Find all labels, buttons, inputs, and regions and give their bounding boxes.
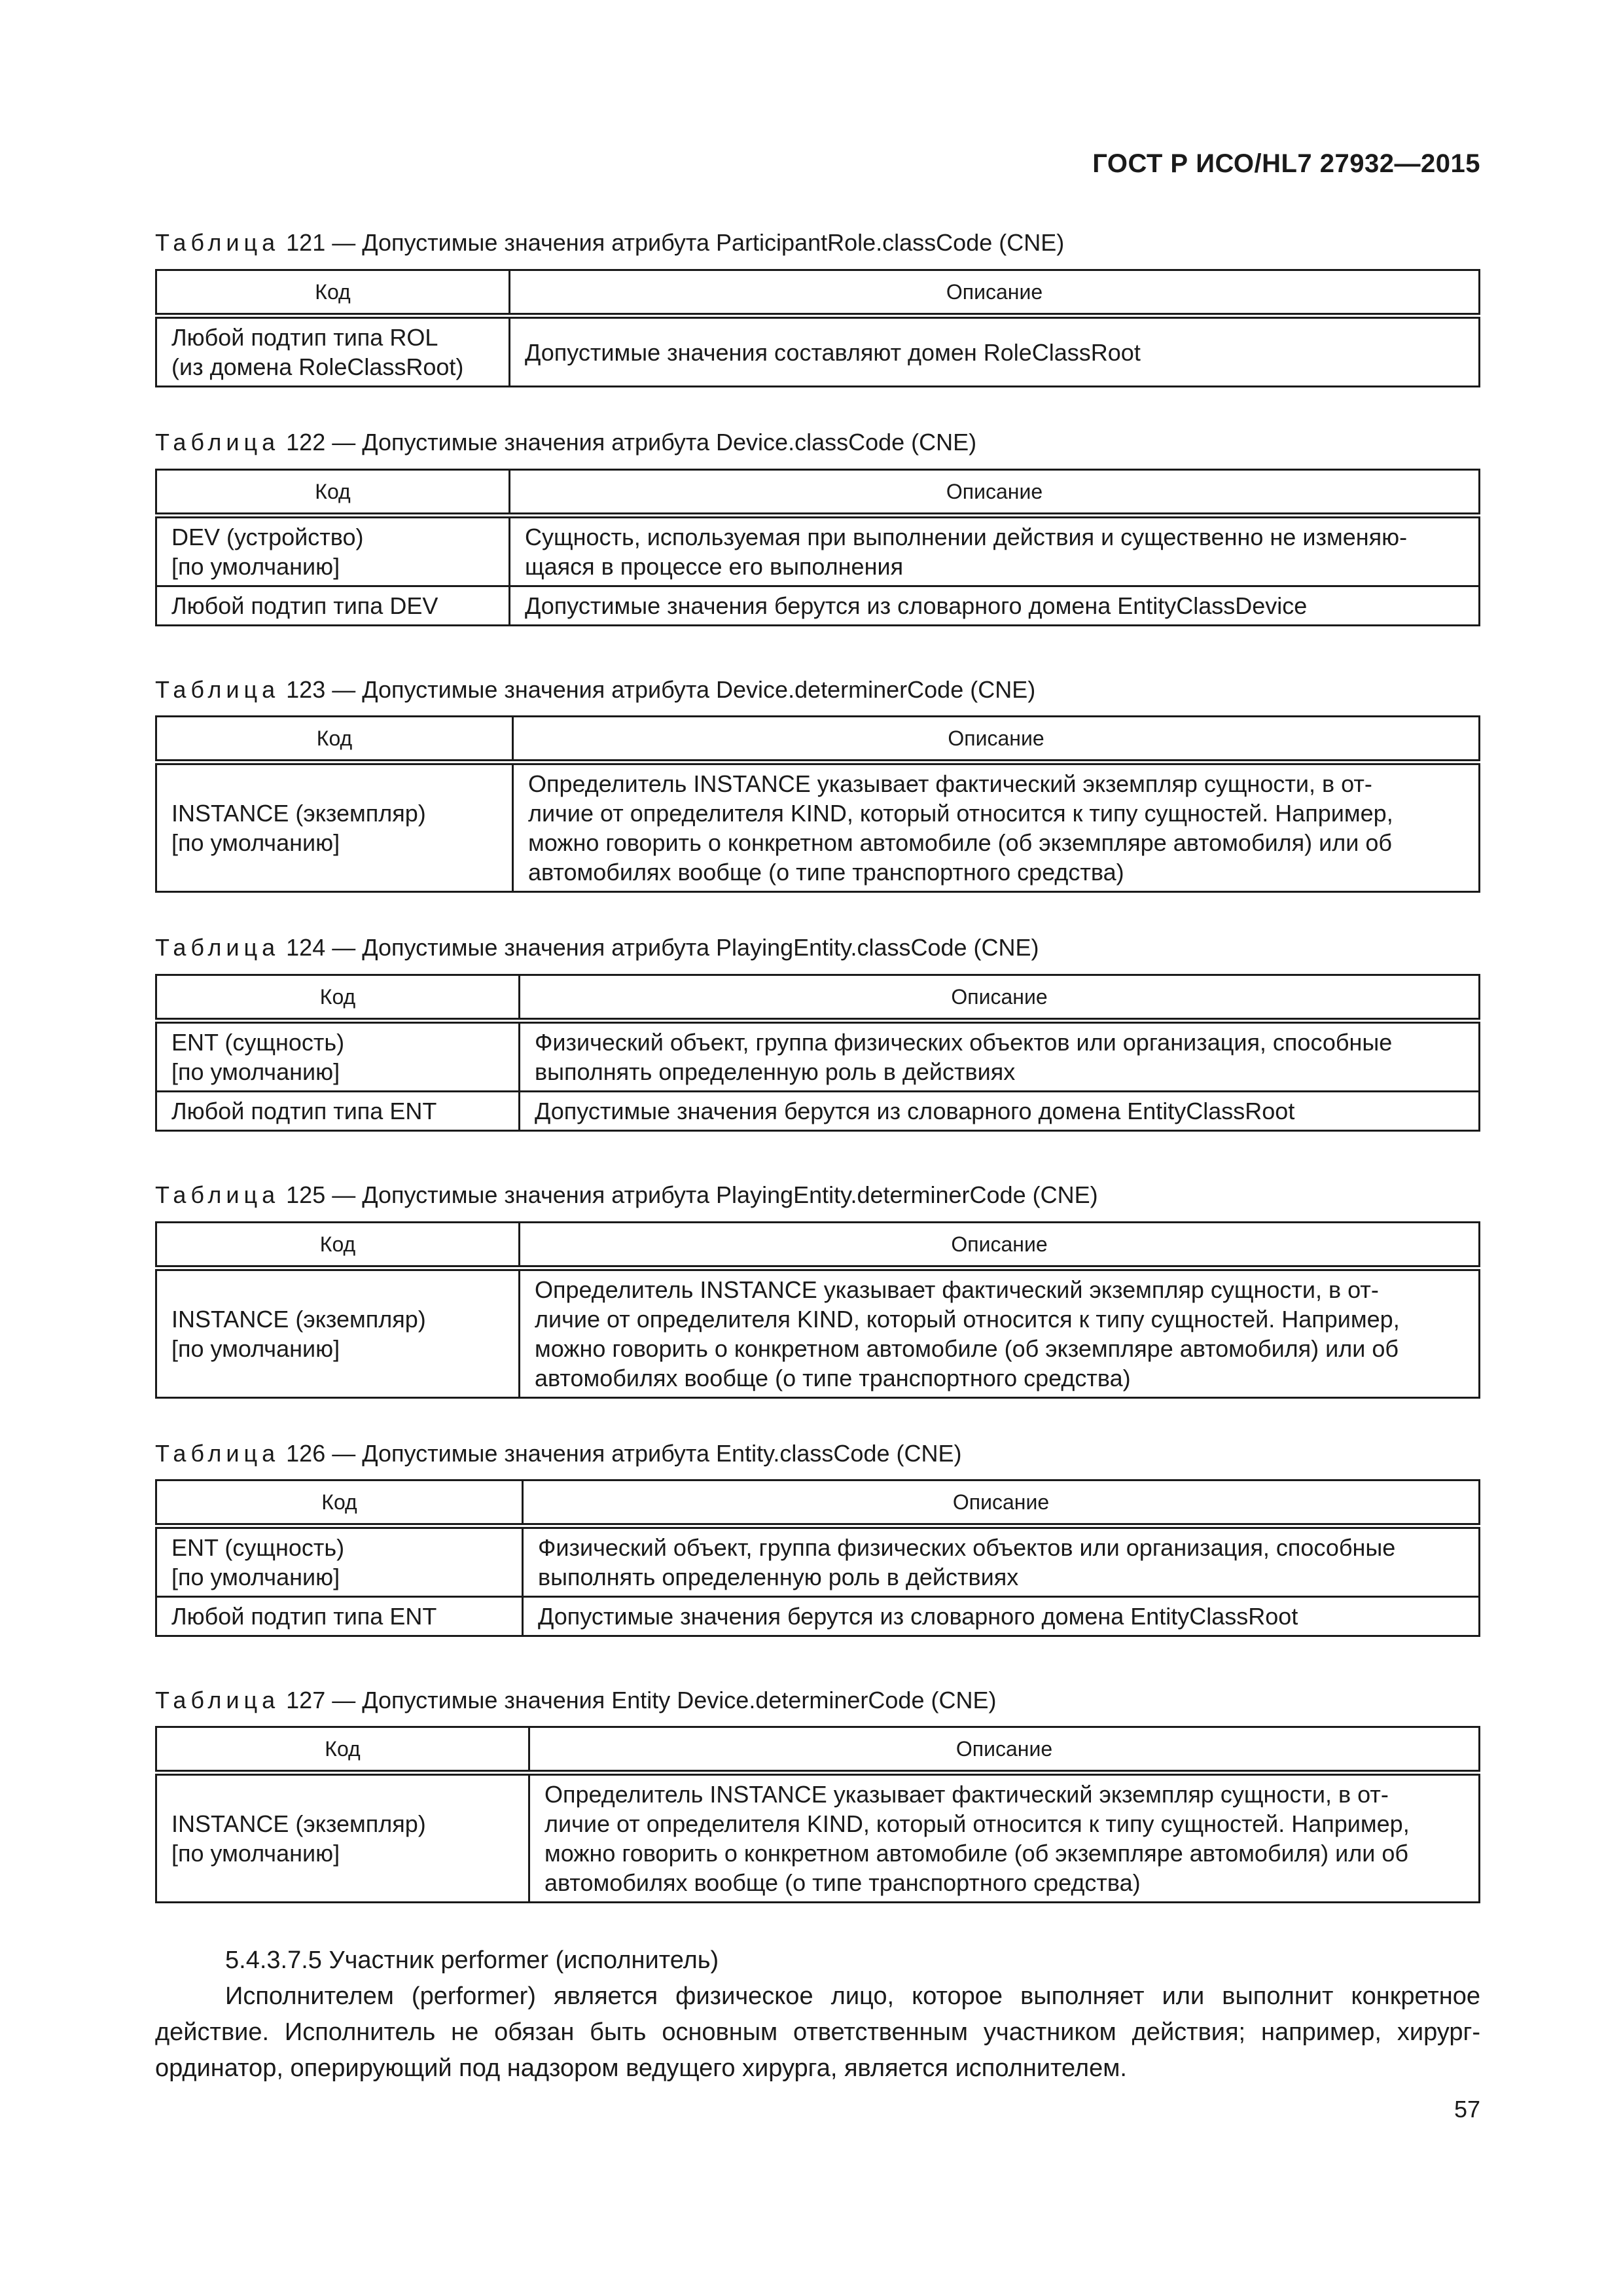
table-row [156,1021,1480,1092]
column-header-description: Описание [513,717,1480,762]
table-caption [155,229,1064,257]
table-header-row [156,1727,1480,1773]
table-title: 122 — Допустимые значения атрибута Device.classCode (CNE) [279,429,977,456]
table-127 [155,1726,1480,1903]
code-text: Любой подтип типа ENT [171,1603,437,1630]
code-text: [по умолчанию] [171,1058,340,1085]
column-header-code: Код [156,270,510,316]
table-title: 126 — Допустимые значения атрибута Entity.classCode (CNE) [279,1440,962,1467]
code-text: Любой подтип типа ENT [171,1098,437,1124]
code-cell [156,586,510,626]
description-text: можно говорить о конкретном автомобиле (об экземпляре автомобиля) или об [528,829,1393,856]
table-122 [155,469,1480,626]
description-text: Определитель INSTANCE указывает фактический экземпляр сущности, в от- [544,1781,1389,1808]
code-cell [156,516,510,586]
table-header-row [156,1223,1480,1268]
section-5-4-3-7-5 [155,1943,1480,2087]
code-text: ENT (сущность) [171,1029,345,1056]
column-header-description: Описание [510,470,1480,516]
column-header-code: Код [156,470,510,516]
table-row [156,1092,1480,1131]
code-cell [156,316,510,387]
table-title: 125 — Допустимые значения атрибута PlayingEntity.determinerCode (CNE) [279,1181,1098,1208]
section-paragraph: Исполнителем (performer) является физическое лицо, которое выполняет или выполнит конкретное действие. Исполнитель не обязан быть основным ответственным участником действия; например, хирург-ординатор, оперирующий под надзором ведущего хирурга, является исполнителем. [155,1982,1480,2082]
column-header-code: Код [156,975,520,1021]
description-cell [523,1597,1480,1636]
description-cell [510,516,1480,586]
table-caption [155,429,976,456]
description-cell [510,316,1480,387]
column-header-description: Описание [520,975,1480,1021]
column-header-code: Код [156,1727,529,1773]
description-text: Допустимые значения берутся из словарного домена EntityClassDevice [525,592,1308,619]
code-cell [156,1021,520,1092]
table-caption [155,934,1039,961]
description-text: автомобилях вообще (о типе транспортного средства) [528,859,1124,886]
page-number: 57 [1454,2096,1480,2123]
table-row [156,1268,1480,1398]
code-cell [156,762,513,892]
description-cell [520,1021,1480,1092]
description-text: Сущность, используемая при выполнении действия и существенно не изменяю- [525,524,1408,550]
column-header-description: Описание [529,1727,1480,1773]
table-126 [155,1479,1480,1637]
table-label: Таблица [155,676,280,703]
table-title: 121 — Допустимые значения атрибута ParticipantRole.classCode (CNE) [279,229,1065,256]
code-cell [156,1773,529,1903]
table-121 [155,269,1480,387]
description-text: личие от определителя KIND, который относится к типу сущностей. Например, [535,1306,1400,1333]
table-title: 123 — Допустимые значения атрибута Device.determinerCode (CNE) [279,676,1036,703]
table-125 [155,1221,1480,1399]
description-text: личие от определителя KIND, который относится к типу сущностей. Например, [544,1810,1410,1837]
table-title: 127 — Допустимые значения Entity Device.determinerCode (CNE) [279,1687,997,1713]
table-title: 124 — Допустимые значения атрибута PlayingEntity.classCode (CNE) [279,934,1039,961]
column-header-description: Описание [520,1223,1480,1268]
table-row [156,316,1480,387]
table-label: Таблица [155,229,280,256]
section-heading: 5.4.3.7.5 Участник performer (исполнитель) [225,1946,719,1974]
code-text: INSTANCE (экземпляр) [171,1306,426,1333]
column-header-description: Описание [510,270,1480,316]
column-header-code: Код [156,1480,523,1526]
description-text: Физический объект, группа физических объектов или организация, способные [538,1534,1396,1561]
table-caption [155,676,1035,704]
description-cell [520,1092,1480,1131]
description-text: автомобилях вообще (о типе транспортного средства) [535,1365,1131,1391]
code-text: [по умолчанию] [171,1840,340,1867]
table-row [156,586,1480,626]
description-text: выполнять определенную роль в действиях [538,1564,1019,1590]
table-row [156,1597,1480,1636]
description-text: можно говорить о конкретном автомобиле (об экземпляре автомобиля) или об [544,1840,1409,1867]
code-text: ENT (сущность) [171,1534,345,1561]
description-text: Определитель INSTANCE указывает фактический экземпляр сущности, в от- [528,770,1372,797]
table-label: Таблица [155,1687,280,1713]
description-text: можно говорить о конкретном автомобиле (об экземпляре автомобиля) или об [535,1335,1399,1362]
description-text: Допустимые значения составляют домен RoleClassRoot [525,338,1141,366]
table-label: Таблица [155,429,280,456]
table-row [156,516,1480,586]
code-cell [156,1526,523,1597]
description-cell [523,1526,1480,1597]
table-row [156,762,1480,892]
code-text: DEV (устройство) [171,524,364,550]
code-text: INSTANCE (экземпляр) [171,1810,426,1837]
description-text: Допустимые значения берутся из словарного домена EntityClassRoot [535,1098,1295,1124]
description-cell [513,762,1480,892]
table-123 [155,715,1480,893]
description-text: Физический объект, группа физических объектов или организация, способные [535,1029,1393,1056]
code-text: (из домена RoleClassRoot) [171,353,464,380]
table-row [156,1526,1480,1597]
table-caption [155,1687,996,1714]
table-header-row [156,1480,1480,1526]
table-row [156,1773,1480,1903]
table-caption [155,1440,961,1467]
description-text: личие от определителя KIND, который относится к типу сущностей. Например, [528,800,1393,827]
table-label: Таблица [155,1181,280,1208]
column-header-description: Описание [523,1480,1480,1526]
table-header-row [156,717,1480,762]
description-cell [510,586,1480,626]
table-124 [155,974,1480,1132]
code-text: [по умолчанию] [171,553,340,580]
table-label: Таблица [155,934,280,961]
description-cell [520,1268,1480,1398]
table-header-row [156,470,1480,516]
description-text: автомобилях вообще (о типе транспортного средства) [544,1869,1141,1896]
code-text: [по умолчанию] [171,1564,340,1590]
code-cell [156,1092,520,1131]
description-text: Определитель INSTANCE указывает фактический экземпляр сущности, в от- [535,1276,1379,1303]
code-text: [по умолчанию] [171,829,340,856]
code-cell [156,1268,520,1398]
code-text: Любой подтип типа DEV [171,592,438,619]
description-text: выполнять определенную роль в действиях [535,1058,1016,1085]
code-text: [по умолчанию] [171,1335,340,1362]
code-text: Любой подтип типа ROL [171,324,438,351]
description-text: щаяся в процессе его выполнения [525,553,904,580]
column-header-code: Код [156,717,513,762]
table-caption [155,1181,1098,1209]
code-text: INSTANCE (экземпляр) [171,800,426,827]
table-header-row [156,975,1480,1021]
standard-header: ГОСТ Р ИСО/HL7 27932—2015 [1092,149,1480,178]
description-text: Допустимые значения берутся из словарного домена EntityClassRoot [538,1603,1298,1630]
code-cell [156,1597,523,1636]
table-header-row [156,270,1480,316]
table-label: Таблица [155,1440,280,1467]
column-header-code: Код [156,1223,520,1268]
description-cell [529,1773,1480,1903]
